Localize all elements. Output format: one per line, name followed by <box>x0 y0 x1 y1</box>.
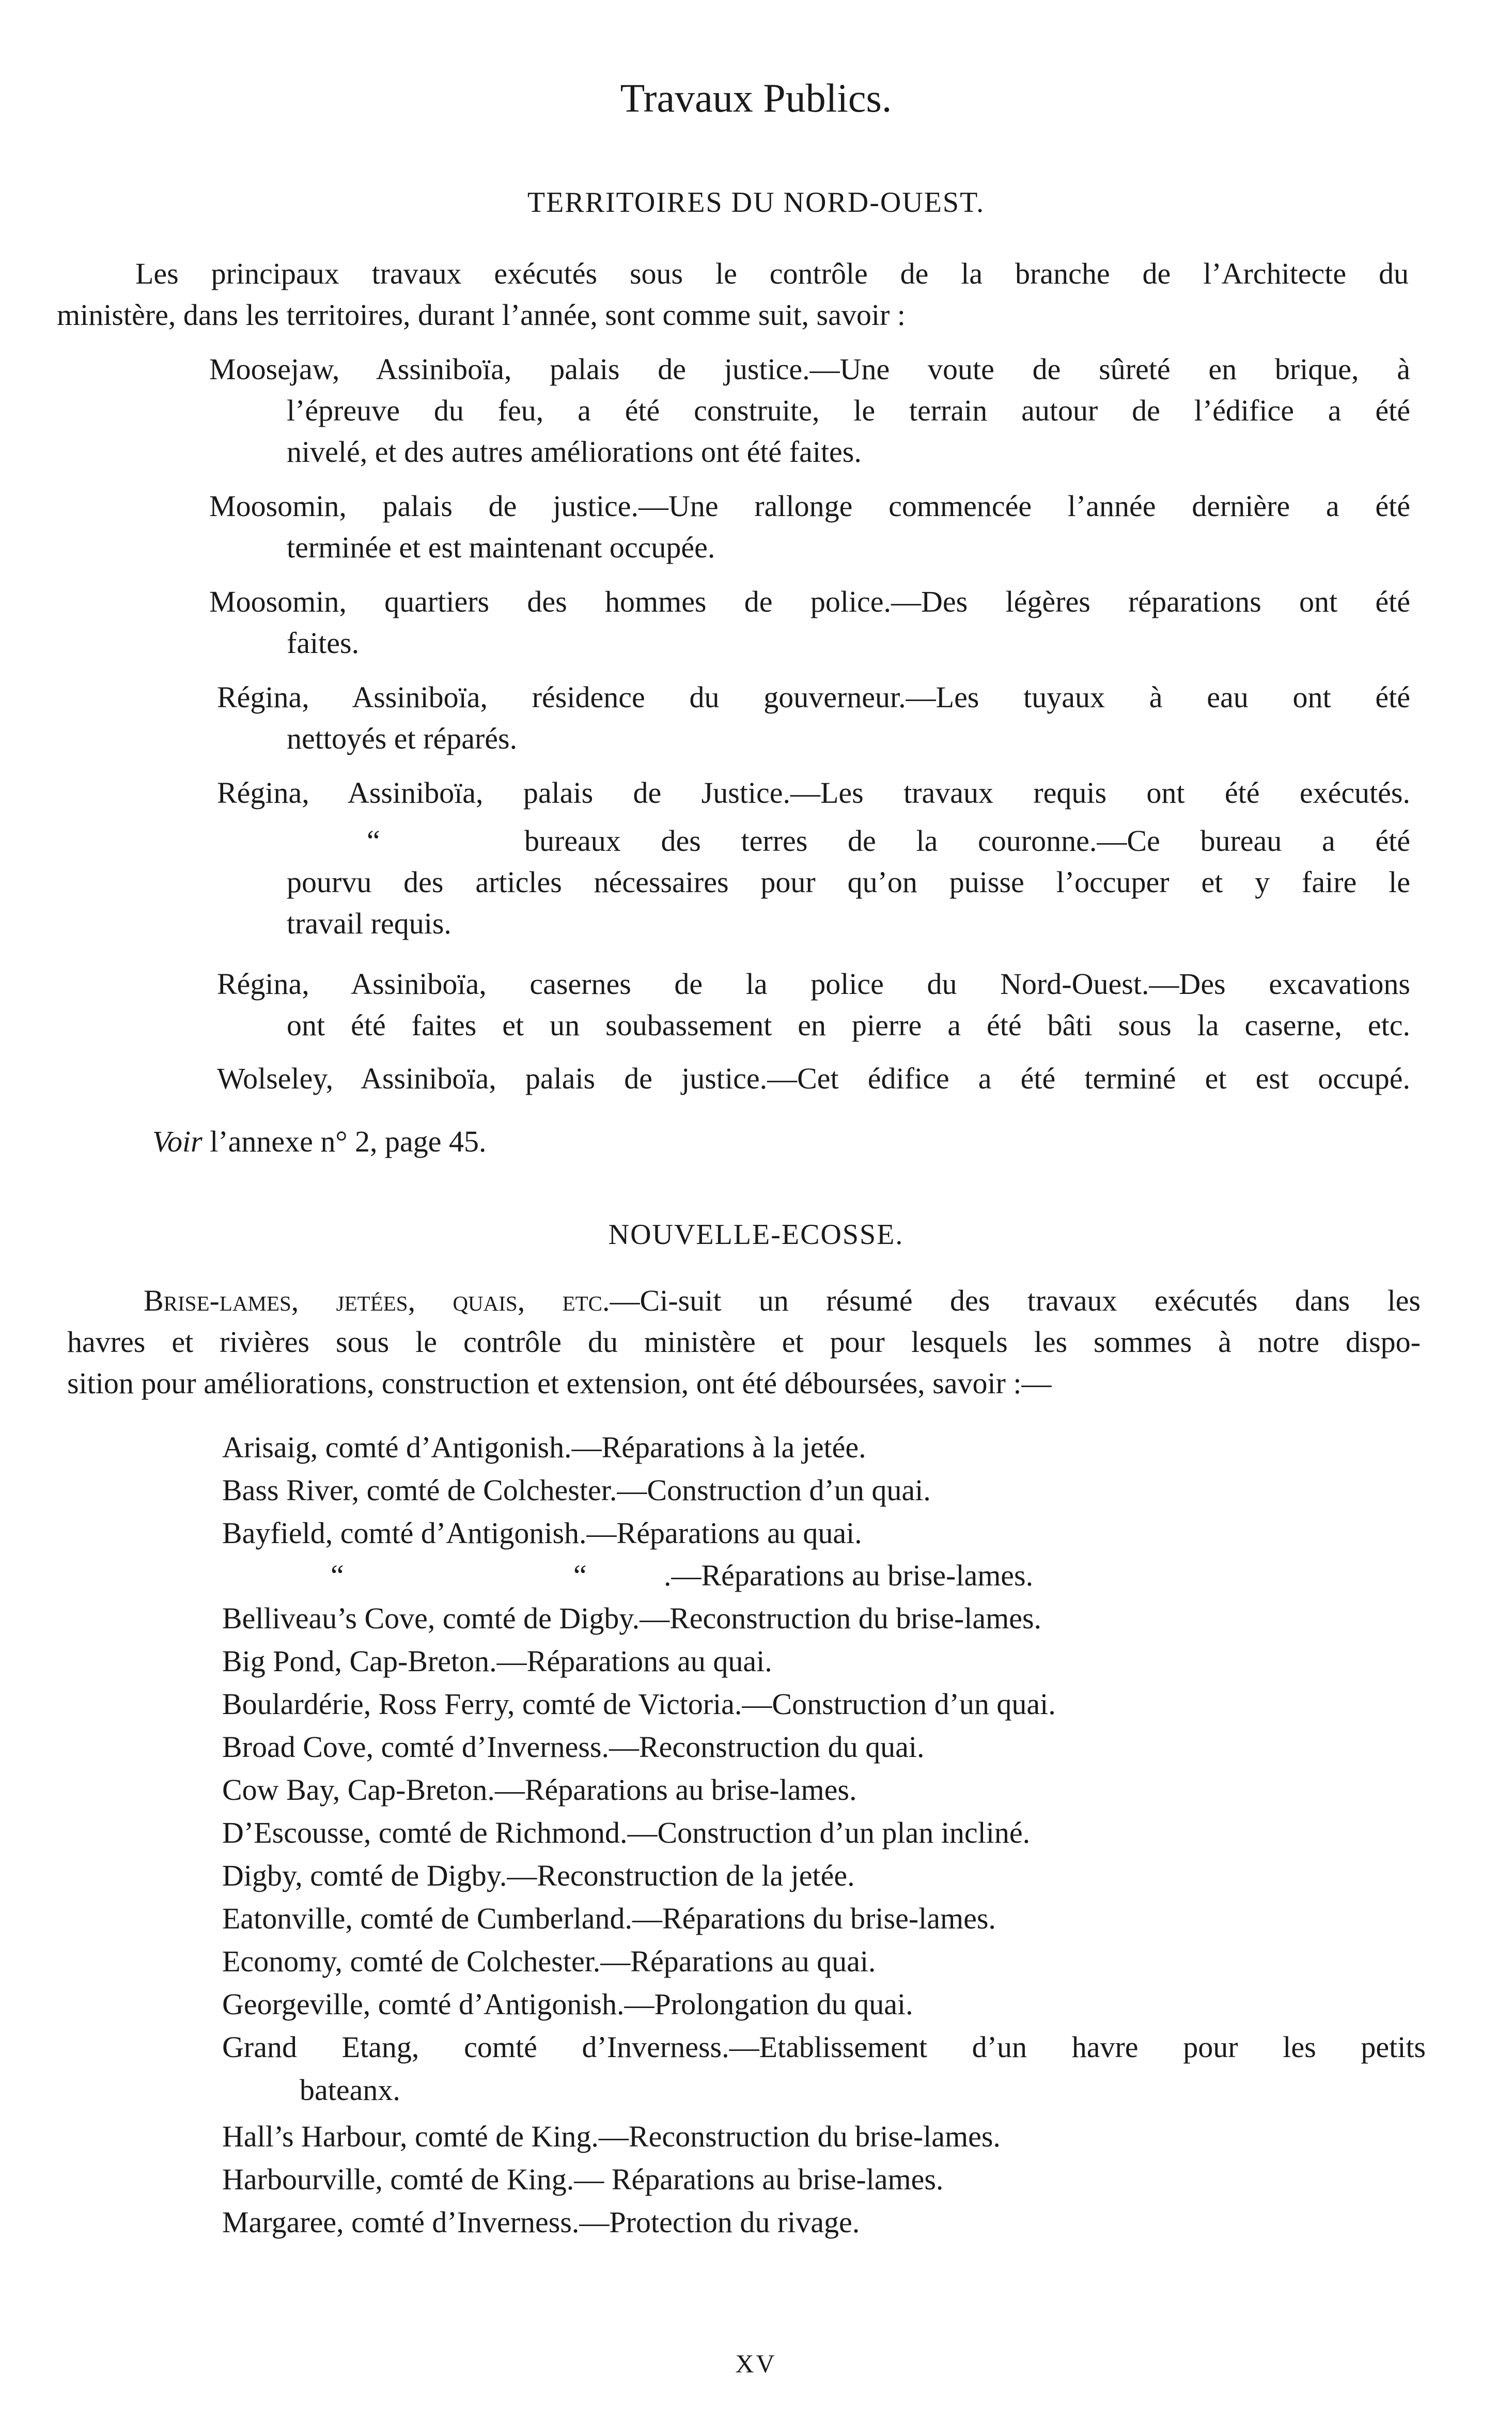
ns-intro-rest: —Ci-suit un résumé des travaux exécutés dans les <box>610 1284 1421 1317</box>
nwt-intro-line-1 <box>135 253 1409 294</box>
nwt-item-regina-justice <box>217 772 1410 814</box>
nwt-intro-text-1: Les principaux travaux exécutés sous le contrôle de la branche de l’Architecte du <box>135 257 1409 290</box>
ditto-mark: “ <box>367 824 380 858</box>
nwt-item-moosomin-police-line-2: faites. <box>287 626 360 660</box>
page-folio: XV <box>735 2349 777 2378</box>
nwt-item-text: Régina, Assiniboïa, casernes de la police du Nord-Ouest.—Des excavations <box>217 967 1410 1001</box>
nwt-item-wolseley <box>217 1058 1410 1099</box>
ns-intro-line-3: sition pour améliorations, construction et extension, ont été déboursées, savoir :— <box>67 1366 1052 1400</box>
nwt-item-regina-gouverneur-line-2: nettoyés et réparés. <box>287 722 518 755</box>
ns-intro-line-1 <box>144 1280 1421 1321</box>
ns-list-item: Broad Cove, comté d’Inverness.—Reconstruction du quai. <box>222 1730 925 1764</box>
nwt-item-moosomin-palais-line-1 <box>209 486 1410 527</box>
ns-list-item: Arisaig, comté d’Antigonish.—Réparations à la jetée. <box>222 1430 866 1464</box>
nwt-item-bureaux-line-2 <box>287 862 1410 903</box>
nwt-item-bureaux-line-1 <box>524 820 1410 862</box>
ns-list-item: Boulardérie, Ross Ferry, comté de Victoria.—Construction d’un quai. <box>222 1687 1056 1721</box>
nwt-item-text: Moosomin, palais de justice.—Une rallonge commencée l’année dernière a été <box>209 489 1410 523</box>
ns-list-item: Hall’s Harbour, comté de King.—Reconstruction du brise-lames. <box>222 2120 1001 2153</box>
annex-reference-text: l’annexe n° 2, page 45. <box>202 1125 487 1158</box>
page-title: Travaux Publics. <box>620 75 892 120</box>
nwt-item-text: pourvu des articles nécessaires pour qu’on puisse l’occuper et y faire le <box>287 865 1410 899</box>
nwt-item-moosejaw-line-2 <box>287 390 1410 431</box>
voir-italic: Voir <box>152 1125 202 1158</box>
nwt-item-regina-casernes-line-2 <box>287 1005 1410 1046</box>
nwt-item-text: Moosejaw, Assiniboïa, palais de justice.—Une voute de sûreté en brique, à <box>209 352 1410 386</box>
section-heading-ns: NOUVELLE-ECOSSE. <box>608 1219 904 1251</box>
ns-intro-text-1 <box>144 1280 1421 1321</box>
nwt-item-bureaux-line-3: travail requis. <box>287 907 451 940</box>
ns-list-item-grand-etang-line-1 <box>222 2027 1426 2068</box>
nwt-item-moosejaw-line-1 <box>209 349 1410 390</box>
nwt-item-regina-gouverneur-line-1 <box>217 677 1410 718</box>
ns-list-item: Georgeville, comté d’Antigonish.—Prolongation du quai. <box>222 1987 913 2021</box>
ns-list-item: Eatonville, comté de Cumberland.—Réparations du brise-lames. <box>222 1902 996 1935</box>
nwt-item-text: Régina, Assiniboïa, palais de Justice.—Les travaux requis ont été exécutés. <box>217 776 1410 810</box>
ns-list-item: Bass River, comté de Colchester.—Construction d’un quai. <box>222 1473 931 1507</box>
nwt-item-regina-casernes-line-1 <box>217 963 1410 1005</box>
section-heading-nwt: TERRITOIRES DU NORD-OUEST. <box>527 186 985 219</box>
nwt-item-text: Wolseley, Assiniboïa, palais de justice.—Cet édifice a été terminé et est occupé. <box>217 1062 1410 1095</box>
ns-list-item: Cow Bay, Cap-Breton.—Réparations au brise-lames. <box>222 1773 857 1807</box>
ns-list-item: Bayfield, comté d’Antigonish.—Réparations au quai. <box>222 1516 862 1550</box>
ns-list-item-grand-etang-line-2: bateanx. <box>300 2073 400 2107</box>
nwt-item-moosomin-palais-line-2: terminée et est maintenant occupée. <box>287 531 715 564</box>
ns-list-item: Belliveau’s Cove, comté de Digby.—Reconstruction du brise-lames. <box>222 1601 1042 1635</box>
nwt-item-text: bureaux des terres de la couronne.—Ce bureau a été <box>524 824 1410 858</box>
nwt-item-text: Régina, Assiniboïa, résidence du gouverneur.—Les tuyaux à eau ont été <box>217 680 1410 714</box>
ns-list-item: Harbourville, comté de King.— Réparations au brise-lames. <box>222 2162 944 2196</box>
ns-intro-smallcaps: Brise-lames, jetées, quais, etc. <box>144 1284 610 1317</box>
ditto-mark: “ <box>573 1559 587 1592</box>
ns-list-item: Digby, comté de Digby.—Reconstruction de la jetée. <box>222 1859 855 1892</box>
ns-list-item: D’Escousse, comté de Richmond.—Construction d’un plan incliné. <box>222 1816 1031 1849</box>
ditto-mark: “ <box>331 1559 344 1592</box>
nwt-item-text: Moosomin, quartiers des hommes de police.—Des légères réparations ont été <box>209 585 1410 618</box>
nwt-item-text: l’épreuve du feu, a été construite, le terrain autour de l’édifice a été <box>287 394 1410 427</box>
nwt-intro-line-2: ministère, dans les territoires, durant l’année, sont comme suit, savoir : <box>57 298 906 332</box>
ns-intro-line-2 <box>67 1321 1421 1363</box>
ns-list-item: Economy, comté de Colchester.—Réparations au quai. <box>222 1944 876 1978</box>
annex-reference <box>152 1121 487 1162</box>
ns-intro-text-2: havres et rivières sous le contrôle du ministère et pour lesquels les sommes à notre dispo- <box>67 1325 1421 1359</box>
ns-list-item: Big Pond, Cap-Breton.—Réparations au quai. <box>222 1644 772 1678</box>
ns-list-item: Margaree, comté d’Inverness.—Protection du rivage. <box>222 2205 860 2239</box>
ns-list-item-text: Grand Etang, comté d’Inverness.—Etablissement d’un havre pour les petits <box>222 2030 1426 2064</box>
nwt-item-moosomin-police-line-1 <box>209 581 1410 623</box>
nwt-item-moosejaw-line-3: nivelé, et des autres améliorations ont été faites. <box>287 435 862 469</box>
ns-list-item-ditto: .—Réparations au brise-lames. <box>664 1559 1034 1592</box>
nwt-item-text: ont été faites et un soubassement en pierre a été bâti sous la caserne, etc. <box>287 1008 1410 1042</box>
